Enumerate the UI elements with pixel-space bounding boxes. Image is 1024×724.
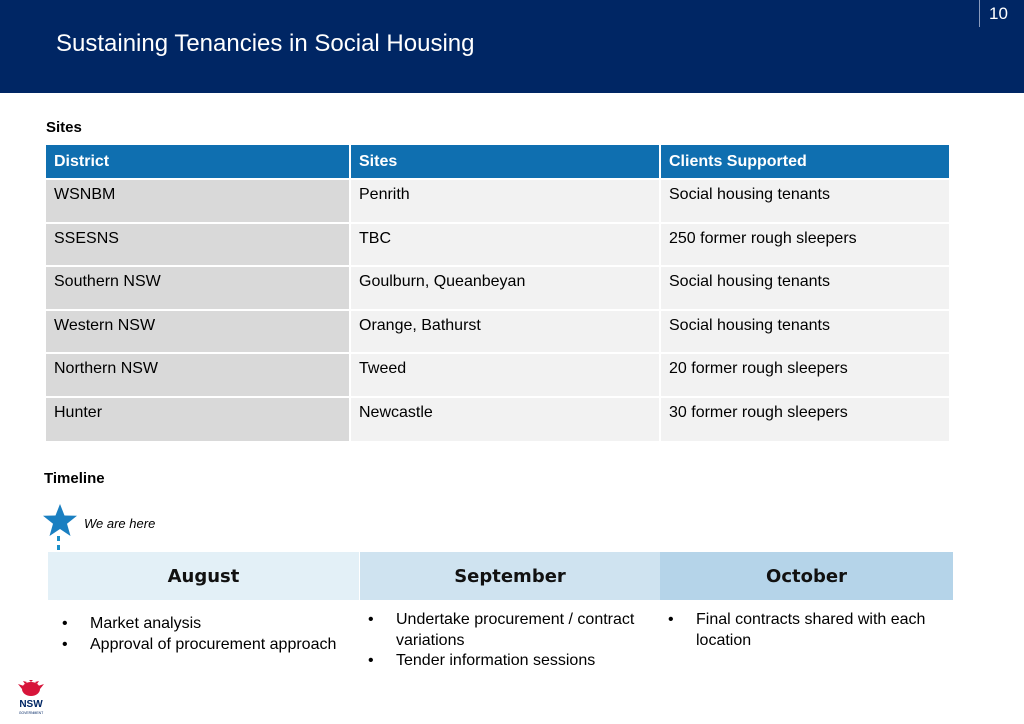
- we-are-here-label: We are here: [84, 516, 156, 531]
- october-tasks: [668, 610, 953, 651]
- page-number-divider: [979, 0, 980, 27]
- district-cell: WSNBM: [46, 179, 350, 223]
- page-number: 10: [989, 4, 1008, 23]
- sites-cell: Tweed: [350, 353, 660, 397]
- clients-cell: 30 former rough sleepers: [660, 397, 950, 441]
- column-header-district: District: [46, 145, 350, 179]
- district-cell: SSESNS: [46, 223, 350, 267]
- timeline-heading: Timeline: [44, 470, 105, 487]
- page-title: Sustaining Tenancies in Social Housing: [56, 30, 475, 57]
- list-item: • Market analysis: [62, 614, 352, 635]
- sites-table: [46, 145, 951, 441]
- september-tasks: [368, 610, 660, 672]
- table-row: [46, 310, 950, 354]
- district-cell: Southern NSW: [46, 266, 350, 310]
- table-row: [46, 397, 950, 441]
- table-row: [46, 179, 950, 223]
- list-item: • Tender information sessions: [368, 651, 660, 672]
- sites-cell: Goulburn, Queanbeyan: [350, 266, 660, 310]
- district-cell: Western NSW: [46, 310, 350, 354]
- clients-cell: Social housing tenants: [660, 266, 950, 310]
- list-item: • Undertake procurement / contract variations: [368, 610, 660, 651]
- month-september: September: [360, 552, 660, 600]
- column-header-clients: Clients Supported: [660, 145, 950, 179]
- clients-cell: 250 former rough sleepers: [660, 223, 950, 267]
- clients-cell: 20 former rough sleepers: [660, 353, 950, 397]
- table-row: [46, 266, 950, 310]
- svg-text:NSW: NSW: [19, 699, 43, 710]
- timeline-marker-line: [57, 536, 60, 552]
- svg-text:GOVERNMENT: GOVERNMENT: [18, 711, 44, 715]
- list-item: • Final contracts shared with each location: [668, 610, 953, 651]
- sites-cell: TBC: [350, 223, 660, 267]
- clients-cell: Social housing tenants: [660, 310, 950, 354]
- star-icon: [42, 503, 78, 537]
- sites-cell: Orange, Bathurst: [350, 310, 660, 354]
- sites-cell: Newcastle: [350, 397, 660, 441]
- table-header-row: [46, 145, 950, 179]
- waratah-icon: [18, 680, 44, 696]
- district-cell: Northern NSW: [46, 353, 350, 397]
- table-row: [46, 353, 950, 397]
- august-tasks: [62, 614, 352, 655]
- list-item: • Approval of procurement approach: [62, 635, 352, 656]
- column-header-sites: Sites: [350, 145, 660, 179]
- nsw-government-logo: [14, 680, 48, 716]
- month-august: August: [48, 552, 359, 600]
- sites-cell: Penrith: [350, 179, 660, 223]
- district-cell: Hunter: [46, 397, 350, 441]
- table-row: [46, 223, 950, 267]
- month-october: October: [660, 552, 953, 600]
- clients-cell: Social housing tenants: [660, 179, 950, 223]
- sites-heading: Sites: [46, 119, 82, 136]
